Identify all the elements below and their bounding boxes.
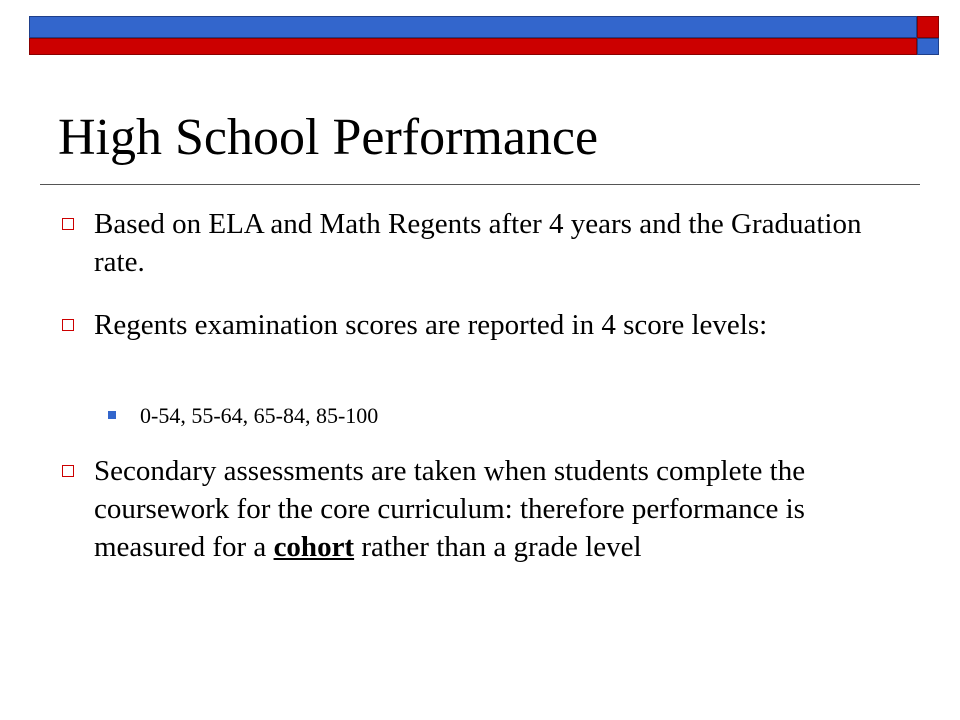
hollow-square-bullet-icon (62, 465, 74, 477)
bullet-item-3 (94, 452, 914, 566)
bullet-text-1: Based on ELA and Math Regents after 4 years and the Graduation rate. (94, 208, 862, 278)
bullet-text-3-part-2: rather than a grade level (354, 531, 642, 563)
bullet-text-3-part-1: Secondary assessments are taken when students complete the coursework for the core curriculum: therefore performance is measured for a (94, 455, 806, 563)
cohort-emphasis: cohort (273, 531, 355, 563)
hollow-square-bullet-icon (62, 218, 74, 230)
slide-title: High School Performance (58, 109, 599, 166)
bullet-text-2: Regents examination scores are reported in 4 score levels: (94, 309, 768, 341)
filled-square-bullet-icon (108, 411, 116, 419)
bullet-item-2 (94, 306, 914, 344)
hollow-square-bullet-icon (62, 319, 74, 331)
bullet-item-1 (94, 205, 914, 281)
sub-bullet-item (140, 402, 378, 430)
sub-bullet-text: 0-54, 55-64, 65-84, 85-100 (140, 403, 379, 428)
